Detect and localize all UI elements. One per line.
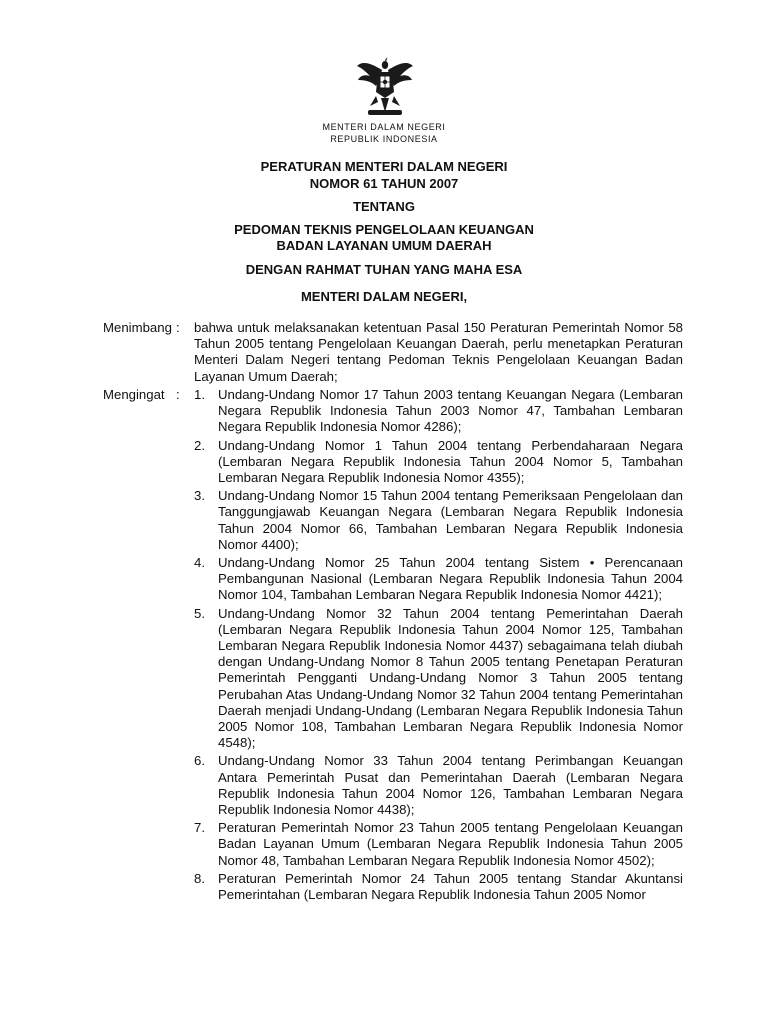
menimbang-colon: : (176, 320, 180, 335)
item-text: Undang-Undang Nomor 1 Tahun 2004 tentang Perbendaharaan Negara (Lembaran Negara Republik Indonesia Tahun 2004 Nomor 5, Tambahan Lembaran Negara Republik Indonesia Nomor 4355); (218, 437, 683, 486)
item-number: 5. (194, 605, 205, 621)
item-text: Undang-Undang Nomor 33 Tahun 2004 tentang Perimbangan Keuangan Antara Pemerintah Pusat dan Pemerintahan Daerah (Lembaran Negara Republik Indonesia Tahun 2004 Nomor 126, Tambahan Lembaran Negara Republik Indonesia Nomor 4438); (218, 753, 683, 818)
item-number: 1. (194, 387, 205, 402)
item-text: Undang-Undang Nomor 17 Tahun 2003 tentang Keuangan Negara (Lembaran Negara Republik Indonesia Tahun 2003 Nomor 47, Tambahan Lembaran Negara Republik Indonesia Nomor 4286); (218, 387, 683, 435)
mengingat-colon: : (176, 387, 180, 402)
subject-line-1: PEDOMAN TEKNIS PENGELOLAAN KEUANGAN (234, 222, 534, 237)
item-number: 3. (194, 488, 205, 504)
rahmat-line: DENGAN RAHMAT TUHAN YANG MAHA ESA (245, 262, 523, 277)
regulation-number: NOMOR 61 TAHUN 2007 (309, 176, 459, 191)
tentang-heading: TENTANG (353, 199, 415, 214)
institution-line-2: REPUBLIK INDONESIA (330, 134, 438, 144)
list-item (194, 555, 683, 604)
item-number: 6. (194, 753, 205, 769)
item-text: Peraturan Pemerintah Nomor 23 Tahun 2005 tentang Pengelolaan Keuangan Badan Layanan Umum (Lembaran Negara Republik Indonesia Tahun 2005 Nomor 48, Tambahan Lembaran Negara Republik Indonesia Nomor 4502); (218, 820, 683, 868)
item-text: Peraturan Pemerintah Nomor 24 Tahun 2005 tentang Standar Akuntansi Pemerintahan (Lembaran Negara Republik Indonesia Tahun 2005 Nomor (218, 870, 683, 903)
item-number: 7. (194, 820, 205, 836)
item-text: Undang-Undang Nomor 25 Tahun 2004 tentang Sistem • Perencanaan Pembangunan Nasional (Lembaran Negara Republik Indonesia Tahun 2004 Nomor 104, Tambahan Lembaran Negara Republik Indonesia Nomor 4421); (218, 555, 683, 603)
garuda-emblem-icon (354, 56, 416, 118)
minister-line: MENTERI DALAM NEGERI, (300, 289, 468, 304)
list-item (194, 820, 683, 869)
item-text: Undang-Undang Nomor 15 Tahun 2004 tentang Pemeriksaan Pengelolaan dan Tanggungjawab Keuangan Negara (Lembaran Negara Republik Indonesia Tahun 2004 Nomor 66, Tambahan Lembaran Negara Republik Indonesia Nomor 4400); (218, 488, 683, 552)
mengingat-list (194, 387, 683, 905)
list-item (194, 606, 683, 752)
item-number: 8. (194, 870, 205, 886)
list-item (194, 387, 683, 436)
list-item (194, 753, 683, 818)
menimbang-section (103, 320, 683, 385)
mengingat-label: Mengingat (103, 387, 165, 402)
list-item (194, 438, 683, 487)
menimbang-label: Menimbang (103, 320, 172, 335)
list-item (194, 871, 683, 903)
mengingat-section (103, 387, 683, 905)
regulation-title: PERATURAN MENTERI DALAM NEGERI (260, 159, 508, 174)
institution-line-1: MENTERI DALAM NEGERI (322, 122, 446, 132)
menimbang-text: bahwa untuk melaksanakan ketentuan Pasal 150 Peraturan Pemerintah Nomor 58 Tahun 2005 tentang Pengelolaan Keuangan Daerah, perlu menetapkan Peraturan Menteri Dalam Negeri tentang Pedoman Teknis Pengelolaan Keuangan Badan Layanan Umum Daerah; (194, 320, 683, 384)
subject-line-2: BADAN LAYANAN UMUM DAERAH (276, 238, 492, 253)
item-number: 4. (194, 555, 205, 571)
item-text: Undang-Undang Nomor 32 Tahun 2004 tentang Pemerintahan Daerah (Lembaran Negara Republik Indonesia Tahun 2004 Nomor 125, Tambahan Lembaran Negara Republik Indonesia Nomor 4437) sebagaimana telah diubah dengan Undang-Undang Nomor 8 Tahun 2005 tentang Penetapan Peraturan Pemerintah Pengganti Undang-Undang Nomor 3 Tahun 2005 tentang Perubahan Atas Undang-Undang Nomor 32 Tahun 2004 tentang Pemerintahan Daerah menjadi Undang-Undang (Lembaran Negara Republik Indonesia Tahun 2005 Nomor 108, Tambahan Lembaran Negara Republik Indonesia Nomor 4548); (218, 605, 683, 751)
item-number: 2. (194, 437, 205, 453)
list-item (194, 488, 683, 553)
